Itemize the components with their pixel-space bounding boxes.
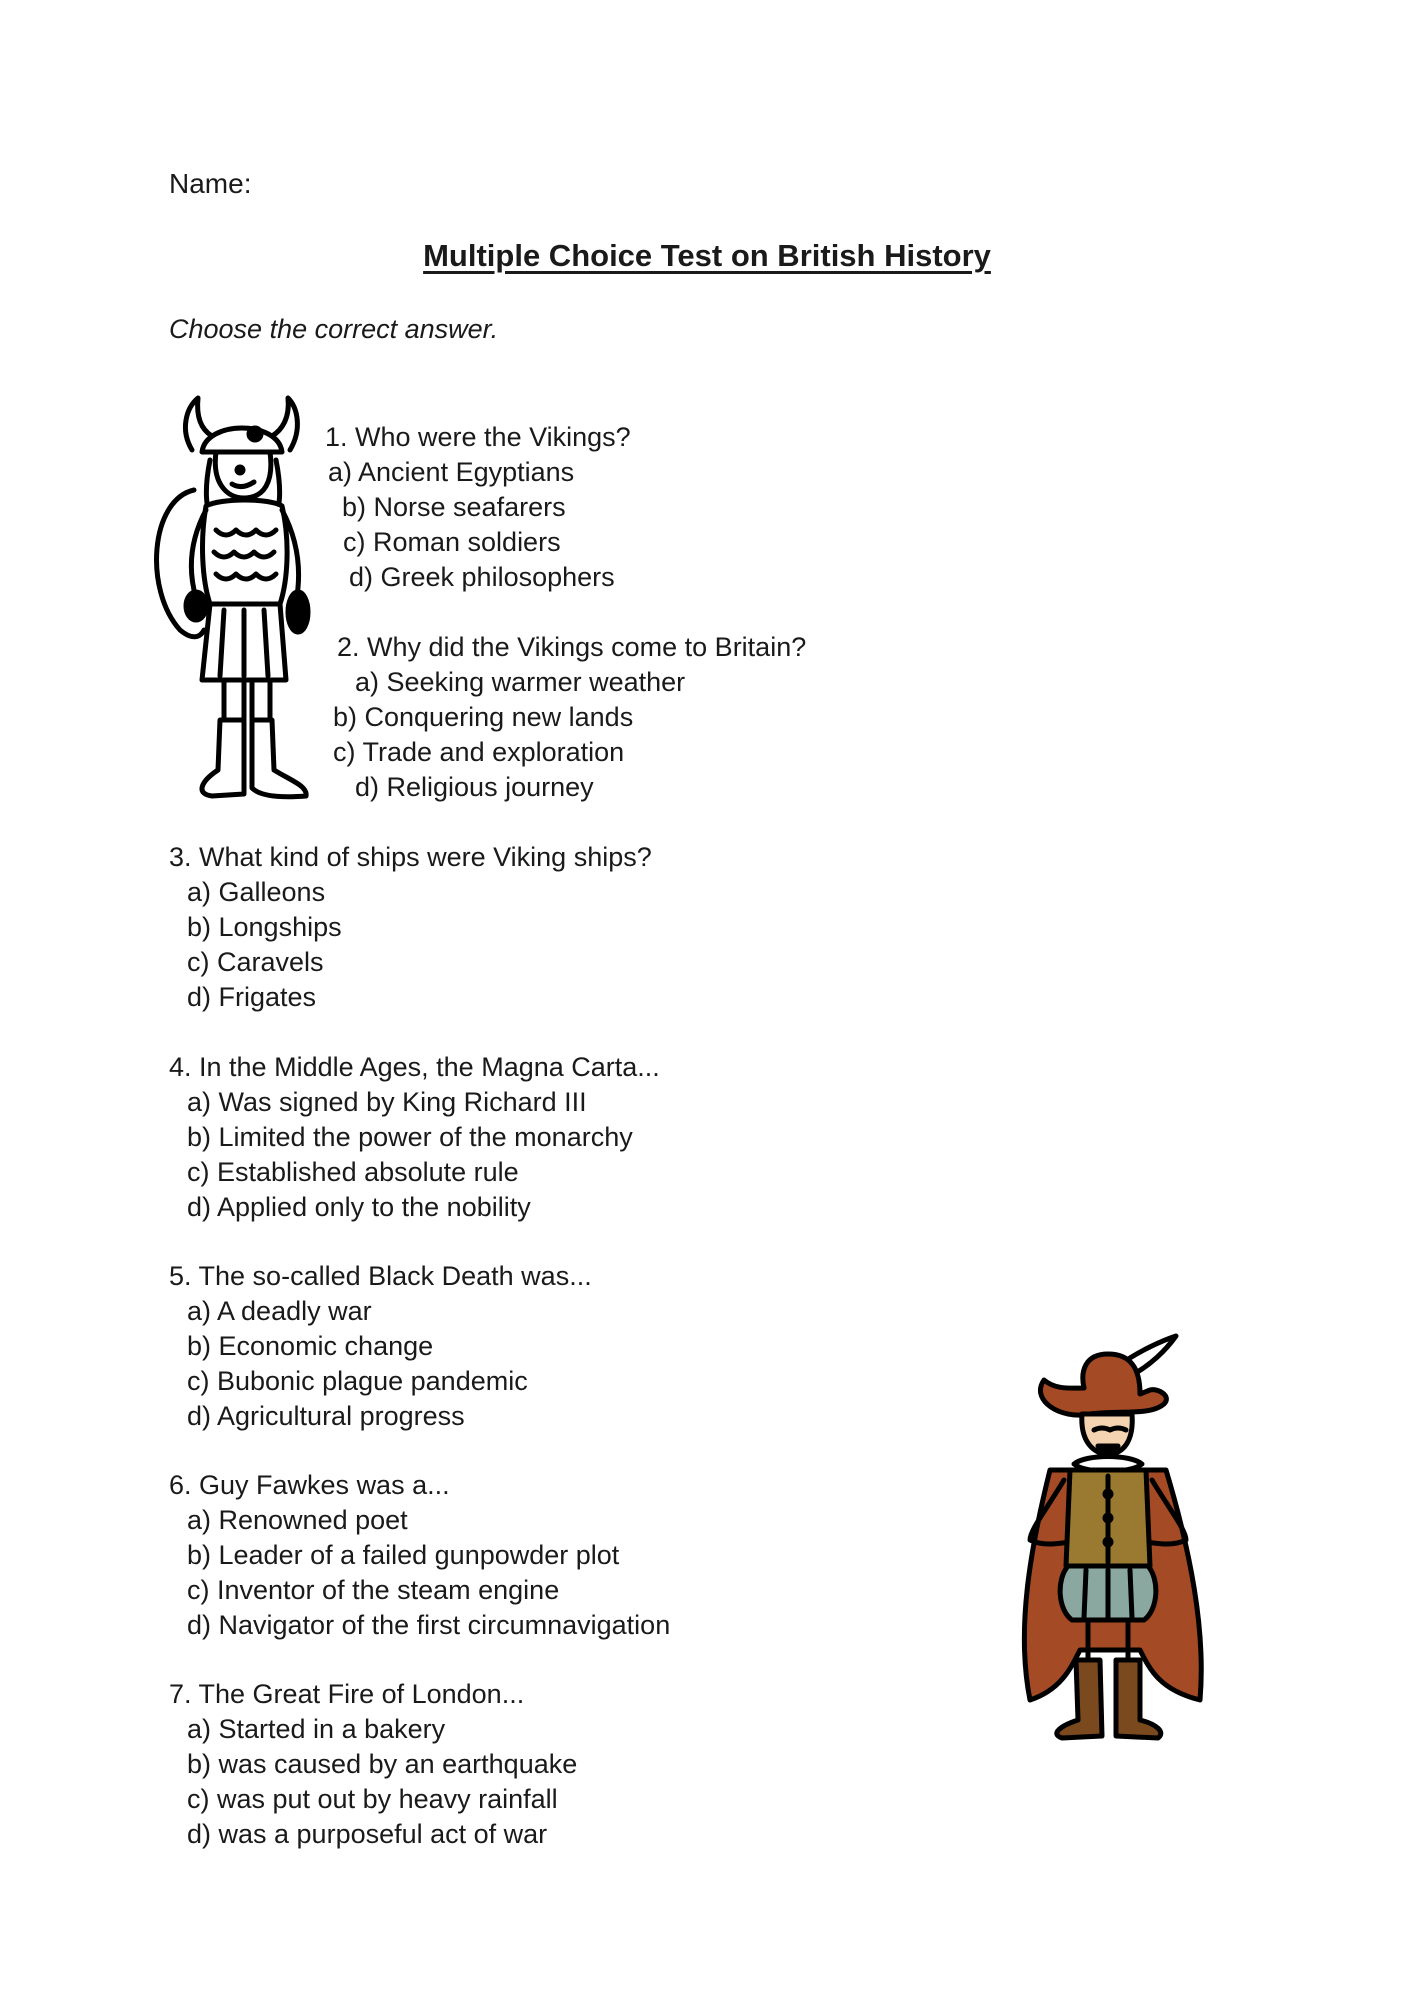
question-3 (169, 840, 652, 1015)
answer-option: c) was put out by heavy rainfall (187, 1784, 558, 1814)
answer-option: c) Trade and exploration (333, 737, 625, 767)
answer-option: c) Caravels (187, 947, 324, 977)
answer-option: a) Galleons (187, 877, 326, 907)
answer-option: b) Conquering new lands (333, 702, 634, 732)
question-text: 5. The so-called Black Death was... (169, 1261, 592, 1291)
answer-option: d) Frigates (187, 982, 317, 1012)
question-text: 7. The Great Fire of London... (169, 1679, 525, 1709)
name-label: Name: (169, 168, 252, 199)
answer-option: d) Navigator of the first circumnavigation (187, 1610, 671, 1640)
answer-option: b) Leader of a failed gunpowder plot (187, 1540, 620, 1570)
page-title: Multiple Choice Test on British History (423, 238, 991, 273)
answer-option: c) Established absolute rule (187, 1157, 519, 1187)
guy-fawkes-icon (990, 1330, 1220, 1760)
answer-option: c) Roman soldiers (343, 527, 561, 557)
answer-option: d) was a purposeful act of war (187, 1819, 548, 1849)
question-4 (169, 1050, 660, 1225)
answer-option: d) Religious journey (355, 772, 594, 802)
answer-option: d) Applied only to the nobility (187, 1192, 531, 1222)
answer-option: a) Seeking warmer weather (355, 667, 686, 697)
answer-option: c) Inventor of the steam engine (187, 1575, 560, 1605)
question-1 (323, 420, 631, 595)
answer-option: a) Renowned poet (187, 1505, 408, 1535)
instruction-text: Choose the correct answer. (169, 314, 499, 344)
answer-option: b) Limited the power of the monarchy (187, 1122, 633, 1152)
question-text: 1. Who were the Vikings? (325, 422, 631, 452)
question-text: 4. In the Middle Ages, the Magna Carta... (169, 1052, 660, 1082)
answer-option: a) Ancient Egyptians (328, 457, 575, 487)
answer-option: a) Started in a bakery (187, 1714, 446, 1744)
answer-option: b) Economic change (187, 1331, 434, 1361)
question-text: 3. What kind of ships were Viking ships? (169, 842, 652, 872)
question-text: 6. Guy Fawkes was a... (169, 1470, 450, 1500)
answer-option: a) Was signed by King Richard III (187, 1087, 587, 1117)
question-text: 2. Why did the Vikings come to Britain? (337, 632, 807, 662)
answer-option: b) Norse seafarers (342, 492, 566, 522)
question-2 (333, 630, 807, 805)
question-6 (169, 1468, 670, 1643)
answer-option: d) Greek philosophers (349, 562, 615, 592)
answer-option: b) Longships (187, 912, 342, 942)
question-5 (169, 1259, 592, 1434)
answer-option: c) Bubonic plague pandemic (187, 1366, 528, 1396)
question-7 (169, 1677, 577, 1852)
answer-option: d) Agricultural progress (187, 1401, 465, 1431)
answer-option: a) A deadly war (187, 1296, 372, 1326)
answer-option: b) was caused by an earthquake (187, 1749, 578, 1779)
viking-warrior-icon (140, 390, 330, 820)
